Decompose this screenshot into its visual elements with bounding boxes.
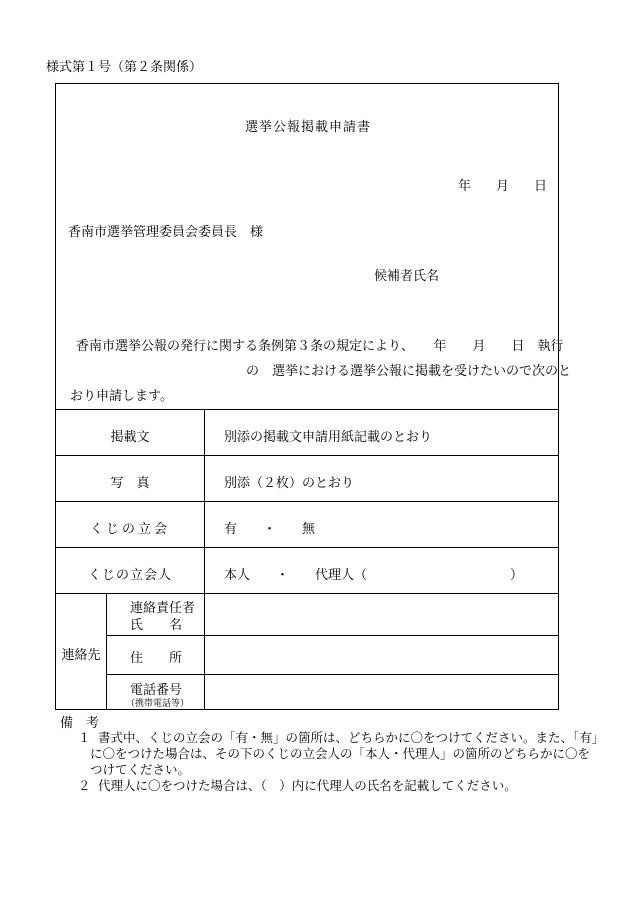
contact-person-label: 連絡責任者	[130, 601, 196, 616]
contact-address-label: 住 所	[130, 651, 183, 666]
application-form	[55, 83, 572, 710]
application-text-line2: の 選挙における選挙公報に掲載を受けたいので次のと	[246, 364, 572, 379]
contact-phone-note: （携帯電話等）	[126, 699, 190, 709]
table-divider	[56, 455, 558, 456]
note-2-number: ２	[78, 778, 91, 793]
addressee: 香南市選挙管理委員会委員長 様	[68, 225, 264, 240]
table-divider	[56, 547, 558, 548]
table-divider	[56, 501, 558, 502]
date-month: 月	[496, 179, 510, 194]
contact-address-field[interactable]	[205, 636, 558, 674]
date-day: 日	[534, 179, 548, 194]
column-divider	[106, 593, 107, 709]
form-title: 選挙公報掲載申請書	[244, 120, 371, 135]
row-label-witness: くじの立会人	[87, 568, 172, 583]
candidate-name-label: 候補者氏名	[374, 269, 440, 284]
row-label-text: 掲載文	[110, 430, 150, 445]
contact-phone-label: 電話番号	[130, 683, 183, 698]
application-text-line3: おり申請します。	[70, 389, 173, 404]
note-1-number: １	[78, 730, 91, 745]
form-number: 様式第１号（第２条関係）	[46, 60, 203, 75]
contact-name-label: 氏 名	[130, 618, 183, 633]
note-1-line3: つけてください。	[90, 762, 191, 777]
row-value-text: 別添の掲載文申請用紙記載のとおり	[224, 430, 433, 445]
date-year: 年	[458, 179, 472, 194]
contact-label: 連絡先	[61, 648, 101, 663]
table-divider	[56, 409, 558, 410]
application-text-line1: 香南市選挙公報の発行に関する条例第３条の規定により、 年 月 日 執行	[76, 339, 564, 354]
row-label-lottery: くじの立会	[89, 522, 170, 537]
contact-phone-field[interactable]	[205, 675, 558, 709]
notes-heading: 備 考	[60, 716, 100, 731]
note-2-line1: 代理人に〇をつけた場合は、（ ）内に代理人の氏名を記載してください。	[98, 778, 517, 793]
contact-name-field[interactable]	[205, 593, 558, 635]
row-label-photo: 写 真	[110, 476, 150, 491]
row-value-photo: 別添（２枚）のとおり	[224, 476, 355, 491]
row-value-witness[interactable]: 本人 ・ 代理人（ ）	[224, 568, 524, 583]
note-1-line1: 書式中、くじの立会の「有・無」の箇所は、どちらかに〇をつけてください。また、「有」	[98, 730, 605, 745]
row-value-lottery[interactable]: 有 ・ 無	[224, 522, 316, 537]
note-1-line2: に〇をつけた場合は、その下のくじの立会人の「本人・代理人」の箇所のどちらかに〇を	[90, 746, 591, 761]
